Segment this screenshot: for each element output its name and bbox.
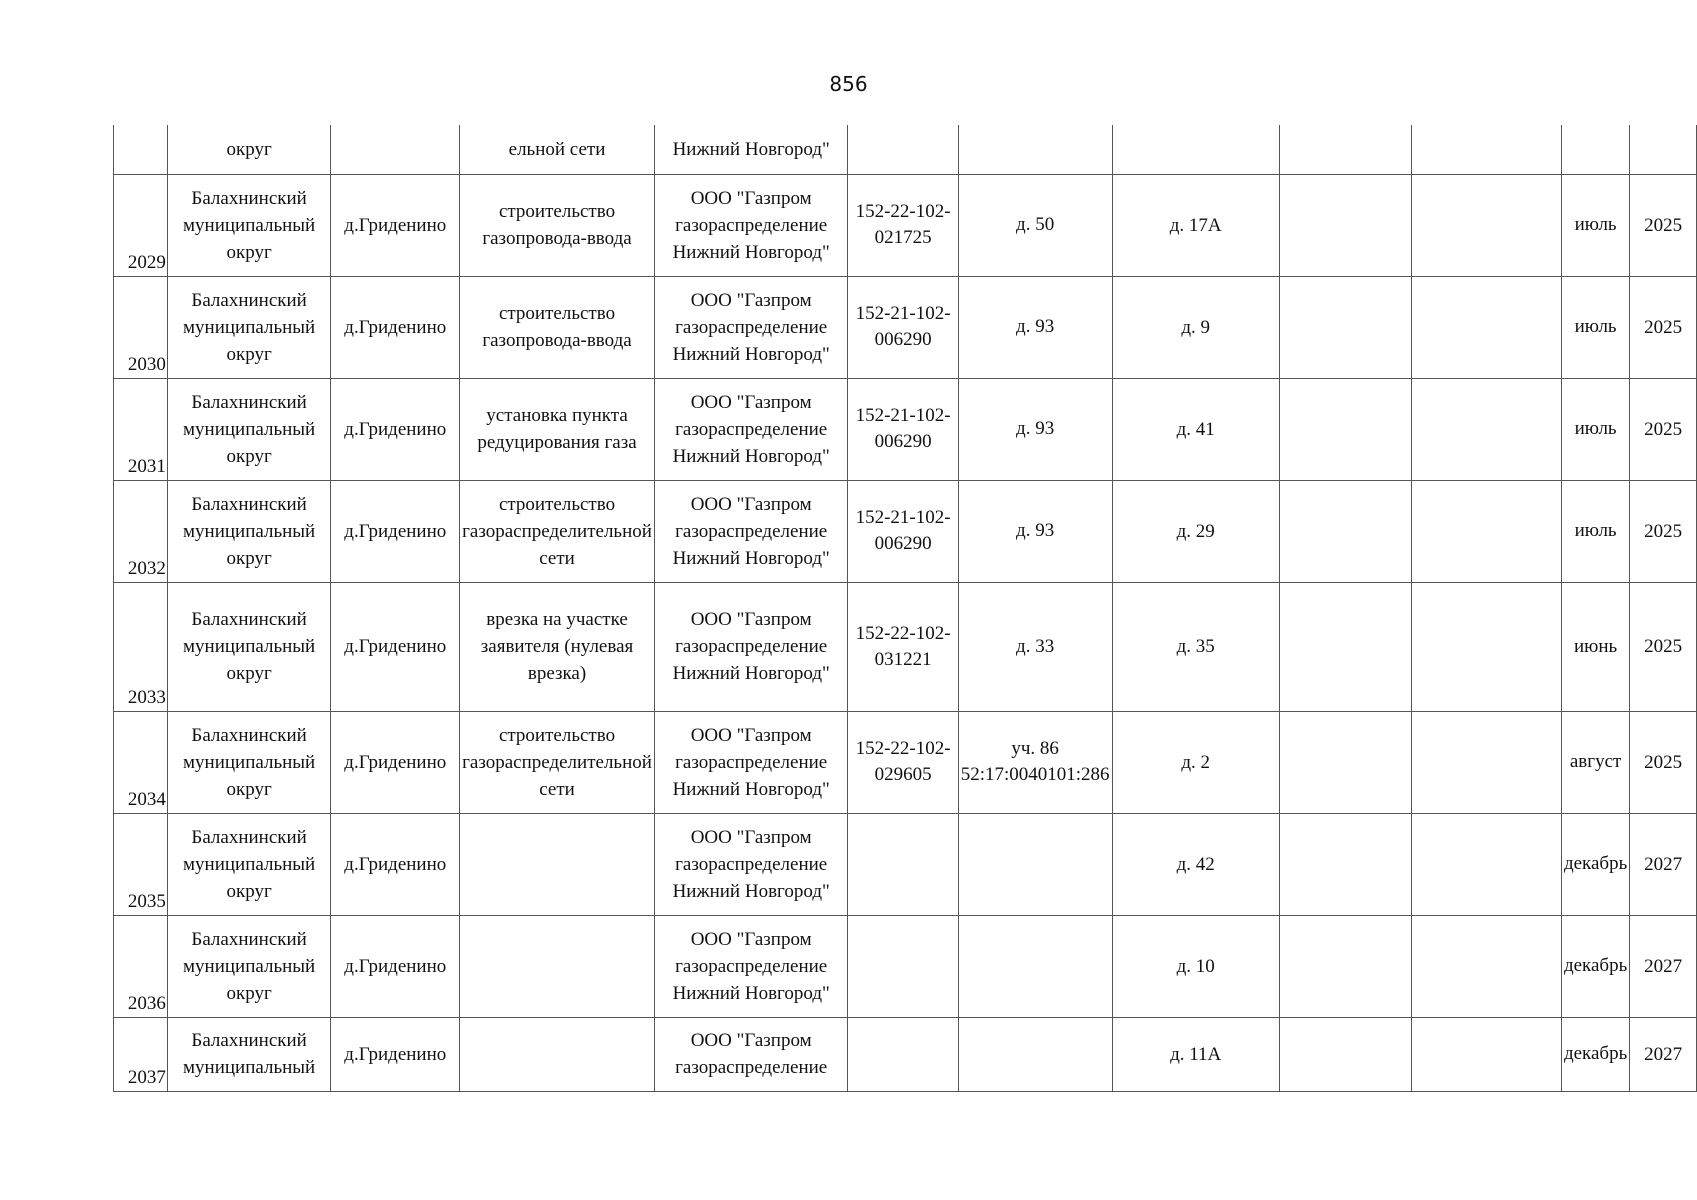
connection-point-cell	[958, 813, 1112, 915]
table-row	[114, 915, 1697, 1017]
village-cell: д.Гриденино	[331, 378, 460, 480]
month-cell: июль	[1561, 174, 1629, 276]
year-cell: 2025	[1630, 174, 1697, 276]
village-cell: д.Гриденино	[331, 1017, 460, 1091]
month-cell: декабрь	[1561, 1017, 1629, 1091]
month-cell: декабрь	[1561, 915, 1629, 1017]
table-row	[114, 711, 1697, 813]
row-number: 2034	[114, 711, 168, 813]
connection-point-cell: д. 93	[958, 276, 1112, 378]
village-cell: д.Гриденино	[331, 711, 460, 813]
gasification-table	[113, 125, 1697, 1092]
connection-point-cell: д. 93	[958, 378, 1112, 480]
application-code-cell	[848, 1017, 958, 1091]
village-cell	[331, 125, 460, 174]
village-cell: д.Гриденино	[331, 480, 460, 582]
month-cell: июнь	[1561, 582, 1629, 711]
month-cell: июль	[1561, 276, 1629, 378]
year-cell: 2025	[1630, 582, 1697, 711]
empty-cell	[1279, 174, 1411, 276]
year-cell	[1630, 125, 1697, 174]
empty-cell	[1279, 582, 1411, 711]
work-type-cell	[460, 813, 655, 915]
empty-cell	[1411, 125, 1561, 174]
table-row	[114, 582, 1697, 711]
empty-cell	[1411, 915, 1561, 1017]
empty-cell	[1411, 174, 1561, 276]
work-type-cell	[460, 915, 655, 1017]
month-cell: август	[1561, 711, 1629, 813]
empty-cell	[1279, 276, 1411, 378]
object-address-cell	[1112, 125, 1279, 174]
object-address-cell: д. 41	[1112, 378, 1279, 480]
table-row	[114, 125, 1697, 174]
connection-point-cell: д. 33	[958, 582, 1112, 711]
month-cell: июль	[1561, 480, 1629, 582]
connection-point-cell: д. 93	[958, 480, 1112, 582]
organization-cell: ООО "Газпром газораспределение Нижний Новгород"	[654, 711, 847, 813]
month-cell: июль	[1561, 378, 1629, 480]
application-code-cell	[848, 915, 958, 1017]
row-number: 2033	[114, 582, 168, 711]
page-number: 856	[829, 72, 868, 96]
empty-cell	[1279, 480, 1411, 582]
application-code-cell: 152-21-102-006290	[848, 276, 958, 378]
object-address-cell: д. 42	[1112, 813, 1279, 915]
district-cell: Балахнинский муниципальный округ	[167, 711, 331, 813]
district-cell: Балахнинский муниципальный округ	[167, 480, 331, 582]
organization-cell: ООО "Газпром газораспределение Нижний Новгород"	[654, 813, 847, 915]
district-cell: Балахнинский муниципальный округ	[167, 378, 331, 480]
village-cell: д.Гриденино	[331, 582, 460, 711]
application-code-cell: 152-22-102-021725	[848, 174, 958, 276]
application-code-cell: 152-21-102-006290	[848, 480, 958, 582]
district-cell: Балахнинский муниципальный округ	[167, 174, 331, 276]
empty-cell	[1411, 276, 1561, 378]
empty-cell	[1411, 1017, 1561, 1091]
organization-cell: ООО "Газпром газораспределение Нижний Новгород"	[654, 174, 847, 276]
object-address-cell: д. 10	[1112, 915, 1279, 1017]
application-code-cell: 152-21-102-006290	[848, 378, 958, 480]
table-row	[114, 378, 1697, 480]
village-cell: д.Гриденино	[331, 813, 460, 915]
district-cell: Балахнинский муниципальный округ	[167, 915, 331, 1017]
row-number: 2037	[114, 1017, 168, 1091]
application-code-cell: 152-22-102-031221	[848, 582, 958, 711]
object-address-cell: д. 35	[1112, 582, 1279, 711]
district-cell: округ	[167, 125, 331, 174]
organization-cell: ООО "Газпром газораспределение Нижний Новгород"	[654, 915, 847, 1017]
work-type-cell: строительство газораспределительной сети	[460, 711, 655, 813]
district-cell: Балахнинский муниципальный округ	[167, 276, 331, 378]
table-row	[114, 1017, 1697, 1091]
table-row	[114, 480, 1697, 582]
work-type-cell: ельной сети	[460, 125, 655, 174]
village-cell: д.Гриденино	[331, 915, 460, 1017]
organization-cell: ООО "Газпром газораспределение Нижний Новгород"	[654, 276, 847, 378]
connection-point-cell	[958, 1017, 1112, 1091]
row-number: 2035	[114, 813, 168, 915]
year-cell: 2025	[1630, 480, 1697, 582]
organization-cell: ООО "Газпром газораспределение Нижний Новгород"	[654, 378, 847, 480]
organization-cell: ООО "Газпром газораспределение Нижний Новгород"	[654, 582, 847, 711]
table-row	[114, 276, 1697, 378]
district-cell: Балахнинский муниципальный	[167, 1017, 331, 1091]
row-number: 2030	[114, 276, 168, 378]
year-cell: 2027	[1630, 813, 1697, 915]
empty-cell	[1279, 915, 1411, 1017]
empty-cell	[1279, 378, 1411, 480]
application-code-cell	[848, 125, 958, 174]
object-address-cell: д. 17А	[1112, 174, 1279, 276]
row-number	[114, 125, 168, 174]
row-number: 2031	[114, 378, 168, 480]
work-type-cell: врезка на участке заявителя (нулевая врезка)	[460, 582, 655, 711]
village-cell: д.Гриденино	[331, 276, 460, 378]
empty-cell	[1411, 582, 1561, 711]
object-address-cell: д. 11А	[1112, 1017, 1279, 1091]
empty-cell	[1279, 1017, 1411, 1091]
empty-cell	[1411, 378, 1561, 480]
year-cell: 2025	[1630, 711, 1697, 813]
row-number: 2029	[114, 174, 168, 276]
object-address-cell: д. 2	[1112, 711, 1279, 813]
work-type-cell: установка пункта редуцирования газа	[460, 378, 655, 480]
year-cell: 2025	[1630, 276, 1697, 378]
object-address-cell: д. 9	[1112, 276, 1279, 378]
table-row	[114, 813, 1697, 915]
work-type-cell: строительство газопровода-ввода	[460, 174, 655, 276]
empty-cell	[1411, 480, 1561, 582]
empty-cell	[1279, 813, 1411, 915]
connection-point-cell	[958, 125, 1112, 174]
work-type-cell: строительство газораспределительной сети	[460, 480, 655, 582]
empty-cell	[1411, 813, 1561, 915]
empty-cell	[1279, 711, 1411, 813]
organization-cell: Нижний Новгород"	[654, 125, 847, 174]
row-number: 2036	[114, 915, 168, 1017]
row-number: 2032	[114, 480, 168, 582]
application-code-cell	[848, 813, 958, 915]
month-cell	[1561, 125, 1629, 174]
year-cell: 2027	[1630, 1017, 1697, 1091]
district-cell: Балахнинский муниципальный округ	[167, 813, 331, 915]
connection-point-cell: уч. 86 52:17:0040101:286	[958, 711, 1112, 813]
connection-point-cell	[958, 915, 1112, 1017]
table-row	[114, 174, 1697, 276]
object-address-cell: д. 29	[1112, 480, 1279, 582]
application-code-cell: 152-22-102-029605	[848, 711, 958, 813]
year-cell: 2025	[1630, 378, 1697, 480]
month-cell: декабрь	[1561, 813, 1629, 915]
empty-cell	[1411, 711, 1561, 813]
work-type-cell: строительство газопровода-ввода	[460, 276, 655, 378]
year-cell: 2027	[1630, 915, 1697, 1017]
empty-cell	[1279, 125, 1411, 174]
organization-cell: ООО "Газпром газораспределение Нижний Новгород"	[654, 480, 847, 582]
organization-cell: ООО "Газпром газораспределение	[654, 1017, 847, 1091]
village-cell: д.Гриденино	[331, 174, 460, 276]
connection-point-cell: д. 50	[958, 174, 1112, 276]
work-type-cell	[460, 1017, 655, 1091]
district-cell: Балахнинский муниципальный округ	[167, 582, 331, 711]
